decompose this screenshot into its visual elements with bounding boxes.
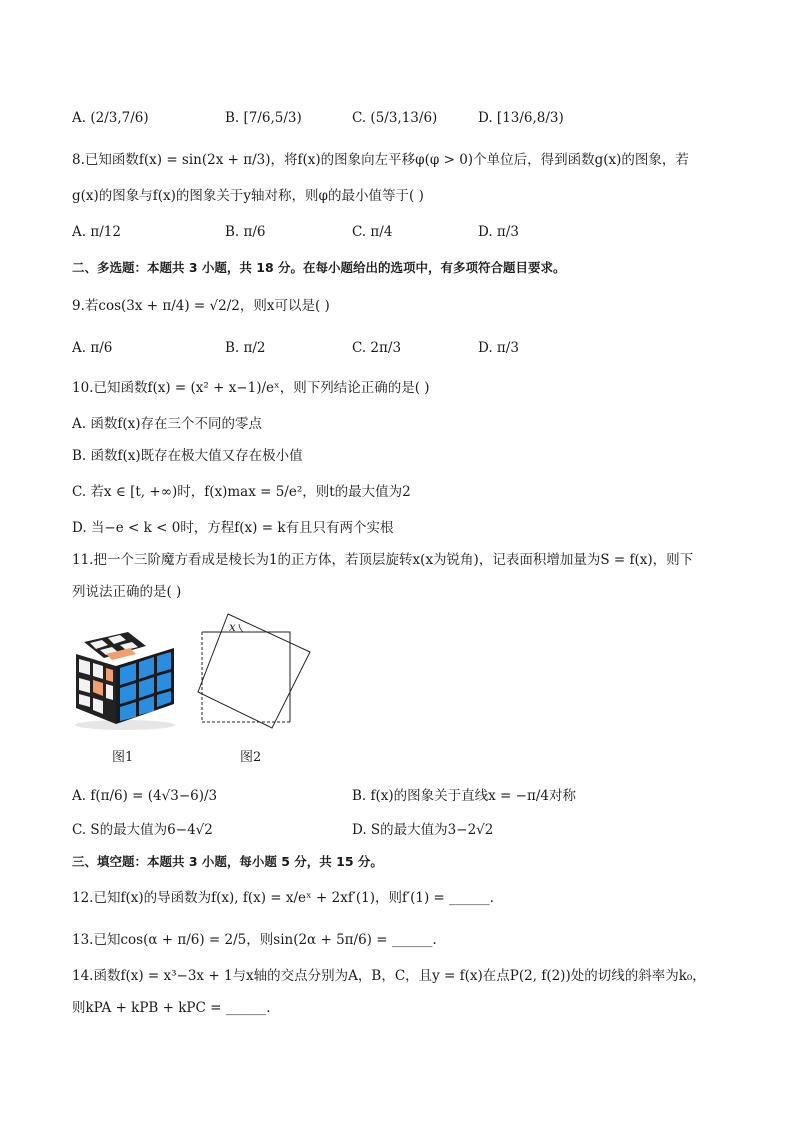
q8-stem-line1: 8.已知函数f(x) = sin(2x + π/3)，将f(x)的图象向左平移φ(φ > 0)个单位后，得到函数g(x)的图象，若 (72, 152, 689, 168)
q12-stem: 12.已知f(x)的导函数为f(x), f(x) = x/eˣ + 2xf′(1)，则f′(1) = ______. (72, 890, 494, 906)
q11-option-d: D. S的最大值为3−2√2 (352, 822, 494, 838)
q9-stem: 9.若cos(3x + π/4) = √2/2，则x可以是( ) (72, 298, 330, 314)
q7-option-a: A. (2/3,7/6) (72, 110, 149, 126)
q11-stem-line2: 列说法正确的是( ) (72, 584, 182, 600)
q8-option-a: A. π/12 (72, 224, 121, 240)
q10-option-a: A. 函数f(x)存在三个不同的零点 (72, 416, 262, 432)
angle-x-label: x (229, 620, 236, 634)
q9-option-b: B. π/2 (225, 340, 266, 356)
q14-stem-line1: 14.函数f(x) = x³−3x + 1与x轴的交点分别为A，B，C，且y = f(x)在点P(2, f(2))处的切线的斜率为k₀， (72, 968, 706, 984)
q8-option-d: D. π/3 (478, 224, 519, 240)
q9-option-a: A. π/6 (72, 340, 113, 356)
q9-option-c: C. 2π/3 (352, 340, 402, 356)
rubiks-cube-figure (70, 628, 180, 732)
section3-heading: 三、填空题：本题共 3 小题，每小题 5 分，共 15 分。 (72, 854, 383, 869)
figure1-caption: 图1 (112, 750, 134, 765)
q11-option-a: A. f(π/6) = (4√3−6)/3 (72, 788, 218, 804)
q10-option-b: B. 函数f(x)既存在极大值又存在极小值 (72, 448, 303, 464)
q14-stem-line2: 则kPA + kPB + kPC = ______. (72, 1000, 271, 1016)
rotated-square-figure (196, 612, 312, 730)
q8-stem-line2: g(x)的图象与f(x)的图象关于y轴对称，则φ的最小值等于( ) (72, 188, 424, 204)
q11-stem-line1: 11.把一个三阶魔方看成是棱长为1的正方体，若顶层旋转x(x为锐角)，记表面积增加量为S = f(x)，则下 (72, 552, 694, 568)
q13-stem: 13.已知cos(α + π/6) = 2/5，则sin(2α + 5π/6) = ______. (72, 932, 437, 948)
figure2-caption: 图2 (240, 750, 262, 765)
q10-option-d: D. 当−e < k < 0时，方程f(x) = k有且只有两个实根 (72, 520, 394, 536)
section2-heading: 二、多选题：本题共 3 小题，共 18 分。在每小题给出的选项中，有多项符合题目要求。 (72, 260, 566, 275)
q9-option-d: D. π/3 (478, 340, 519, 356)
q7-option-d: D. [13/6,8/3) (478, 110, 564, 126)
q10-option-c: C. 若x ∈ [t, +∞)时，f(x)max = 5/e²，则t的最大值为2 (72, 484, 411, 500)
q7-option-b: B. [7/6,5/3) (225, 110, 302, 126)
q11-option-c: C. S的最大值为6−4√2 (72, 822, 213, 838)
q10-stem: 10.已知函数f(x) = (x² + x−1)/eˣ，则下列结论正确的是( ) (72, 380, 430, 396)
q8-option-c: C. π/4 (352, 224, 393, 240)
q7-option-c: C. (5/3,13/6) (352, 110, 438, 126)
q8-option-b: B. π/6 (225, 224, 266, 240)
q11-option-b: B. f(x)的图象关于直线x = −π/4对称 (352, 788, 576, 804)
